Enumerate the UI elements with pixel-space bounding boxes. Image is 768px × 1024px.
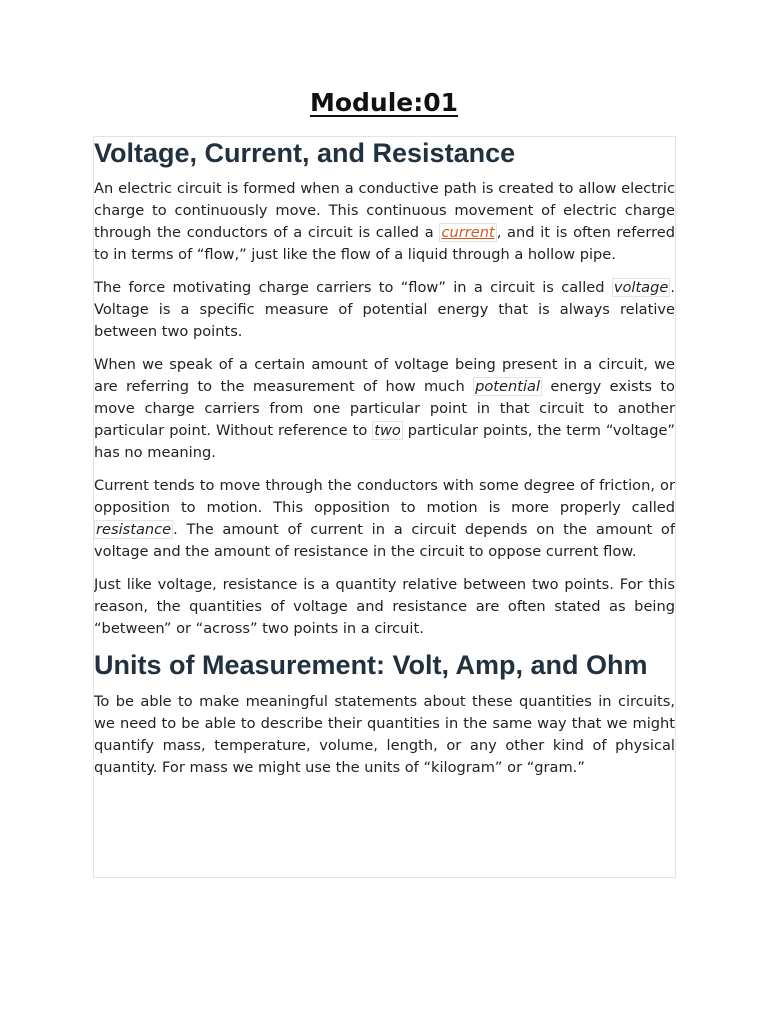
text-run: energy exists to move charge carriers from one particular point in that circuit to another particular point. Without reference to bbox=[94, 378, 675, 439]
text-run: When we speak of a certain amount of voltage being present in a circuit, we are referring to the measurement of how much bbox=[94, 356, 675, 395]
text-run: The force motivating charge carriers to “flow” in a circuit is called bbox=[94, 279, 612, 296]
text-run: . The amount of current in a circuit depends on the amount of voltage and the amount of resistance in the circuit to oppose current flow. bbox=[94, 521, 675, 560]
text-run: , and it is often referred to in terms of “flow,” just like the flow of a liquid through a hollow pipe. bbox=[94, 224, 675, 263]
text-run: An electric circuit is formed when a conductive path is created to allow electric charge to continuously move. This continuous movement of electric charge through the conductors of a circuit is called a bbox=[94, 180, 675, 241]
paragraph-potential-energy bbox=[94, 354, 675, 464]
section-heading-voltage-current-resistance: Voltage, Current, and Resistance bbox=[94, 138, 516, 168]
term-potential: potential bbox=[475, 378, 540, 395]
page-title: Module:01 bbox=[309, 88, 459, 117]
article-content bbox=[93, 136, 676, 878]
paragraph-voltage bbox=[94, 277, 675, 343]
paragraph-circuit-intro bbox=[94, 178, 675, 266]
paragraph-units-intro: To be able to make meaningful statements about these quantities in circuits, we need to be able to describe their quantities in the same way that we might quantify mass, temperature, volume, length, or any other kind of physical quantity. For mass we might use the units of “kilogram” or “gram.” bbox=[94, 693, 675, 776]
current-link[interactable]: current bbox=[441, 224, 495, 241]
term-two: two bbox=[374, 422, 401, 439]
term-resistance: resistance bbox=[96, 521, 172, 538]
text-run: . Voltage is a specific measure of potential energy that is always relative between two points. bbox=[94, 279, 675, 340]
term-voltage: voltage bbox=[613, 279, 669, 296]
paragraph-resistance bbox=[94, 475, 675, 563]
section-heading-units-of-measurement: Units of Measurement: Volt, Amp, and Ohm bbox=[94, 650, 648, 680]
paragraph-relative-quantity: Just like voltage, resistance is a quantity relative between two points. For this reason, the quantities of voltage and resistance are often stated as being “between” or “across” two points in a circuit. bbox=[94, 576, 675, 637]
text-run: Current tends to move through the conductors with some degree of friction, or opposition to motion. This opposition to motion is more properly called bbox=[94, 477, 675, 516]
text-run: particular points, the term “voltage” has no meaning. bbox=[94, 422, 675, 461]
